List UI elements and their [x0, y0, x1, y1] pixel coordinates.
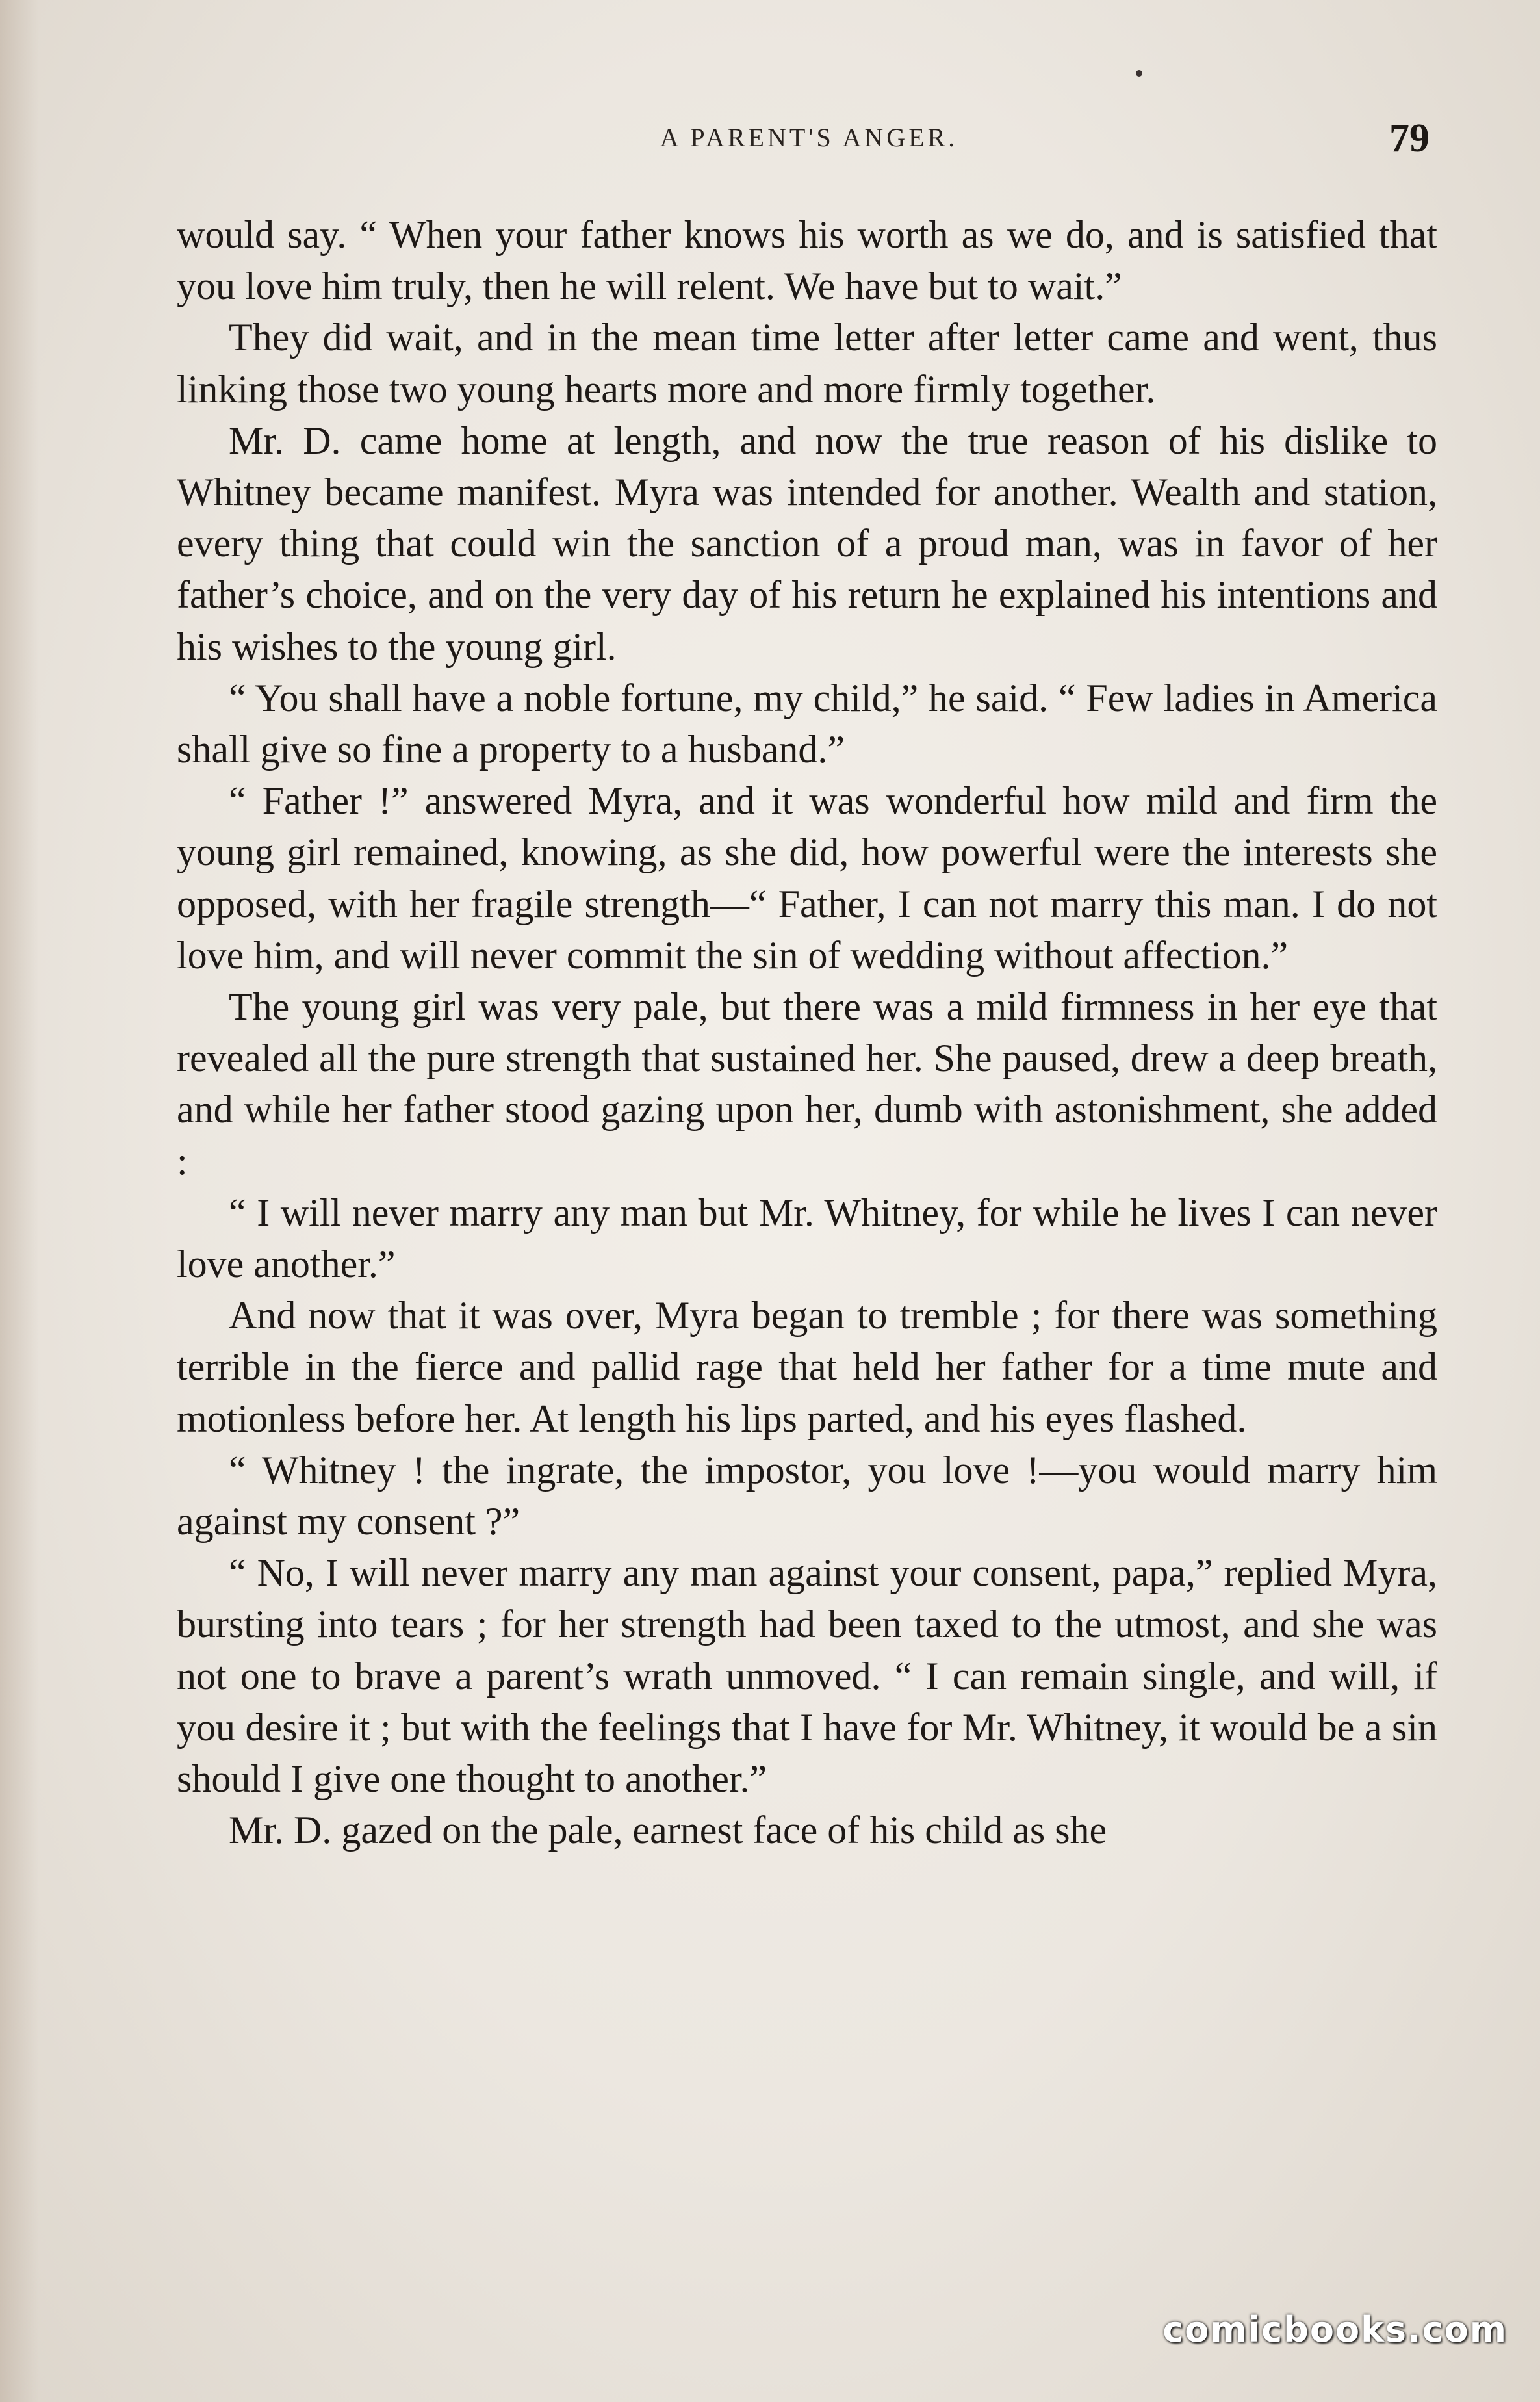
- paragraph: They did wait, and in the mean time letter after letter came and went, thus linking those two young hearts more and more firmly together.: [177, 316, 1437, 411]
- ink-speck: [1136, 70, 1142, 77]
- paragraph: “ I will never marry any man but Mr. Whitney, for while he lives I can never love another.”: [177, 1191, 1437, 1286]
- page-header: [175, 109, 1443, 168]
- paragraph: The young girl was very pale, but there was a mild firmness in her eye that revealed all the pure strength that sustained her. She paused, drew a deep breath, and while her father stood gazing upon her, dumb with astonishment, she added :: [177, 985, 1437, 1183]
- body-text: [177, 209, 1437, 1857]
- paragraph: would say. “ When your father knows his worth as we do, and is satisfied that you love him truly, then he will relent. We have but to wait.”: [177, 213, 1437, 308]
- paragraph: “ Whitney ! the ingrate, the impostor, you love !—you would marry him against my consent ?”: [177, 1448, 1437, 1543]
- paragraph: “ No, I will never marry any man against your consent, papa,” replied Myra, bursting into tears ; for her strength had been taxed to the utmost, and she was not one to brave a parent’s wrath unmoved. “ I can remain single, and will, if you desire it ; but with the feelings that I have for Mr. Whitney, it would be a sin should I give one thought to another.”: [177, 1551, 1437, 1801]
- paragraph: “ You shall have a noble fortune, my child,” he said. “ Few ladies in America shall give so fine a property to a husband.”: [177, 676, 1437, 771]
- paragraph: Mr. D. came home at length, and now the true reason of his dislike to Whitney became manifest. Myra was intended for another. Wealth and station, every thing that could win the sanction of a proud man, was in favor of her father’s choice, and on the very day of his return he explained his intentions and his wishes to the young girl.: [177, 419, 1437, 668]
- watermark: comicbooks.com: [1162, 2309, 1508, 2350]
- paragraph: Mr. D. gazed on the pale, earnest face of his child as she: [229, 1809, 1107, 1852]
- paragraph: And now that it was over, Myra began to tremble ; for there was something terrible in the fierce and pallid rage that held her father for a time mute and motionless before her. At length his lips parted, and his eyes flashed.: [177, 1294, 1437, 1440]
- page-number: 79: [1389, 116, 1430, 161]
- paragraph: “ Father !” answered Myra, and it was wonderful how mild and firm the young girl remained, knowing, as she did, how powerful were the interests she opposed, with her fragile strength—“ Father, I can not marry this man. I do not love him, and will never commit the sin of wedding without affection.”: [177, 779, 1437, 977]
- running-head: A PARENT'S ANGER.: [660, 123, 958, 152]
